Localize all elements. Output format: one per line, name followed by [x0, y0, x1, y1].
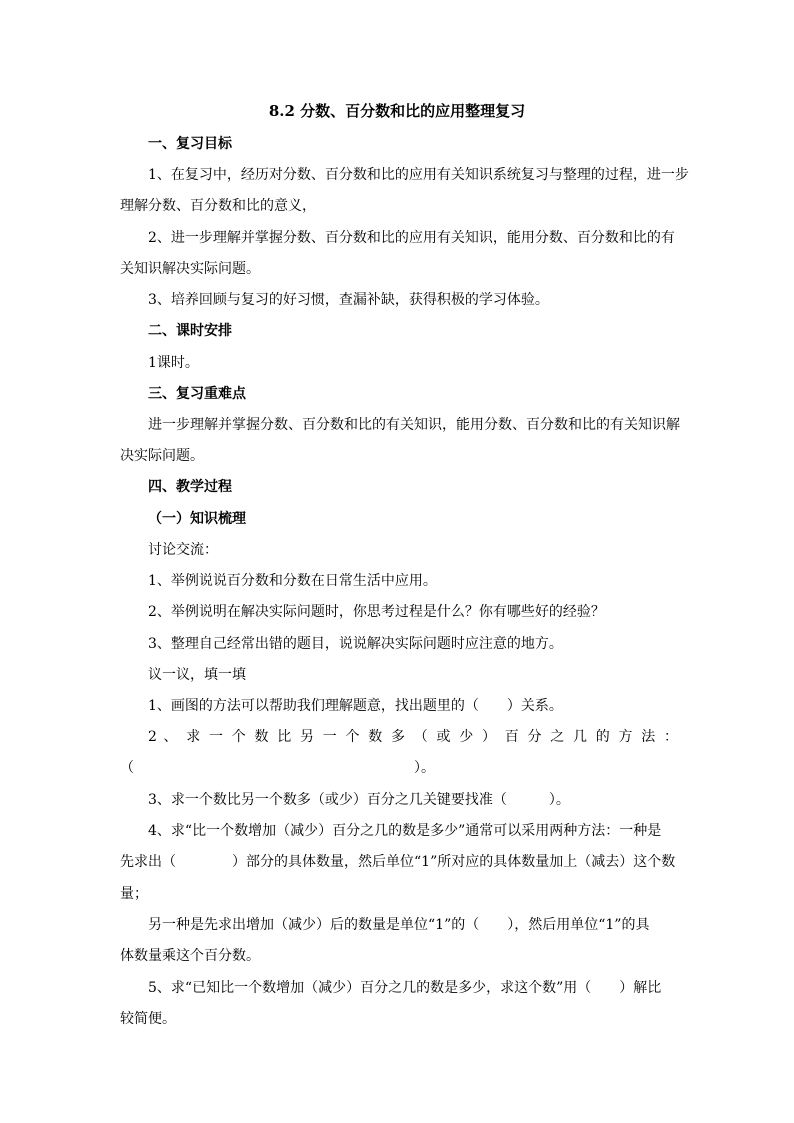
- fill-item-2-line-2: （ ）。: [120, 760, 435, 776]
- goal-1-line-2: 理解分数、百分数和比的意义，: [120, 198, 316, 214]
- schedule-text: 1课时。: [148, 355, 199, 371]
- goal-3: 3、培养回顾与复习的好习惯，查漏补缺，获得积极的学习体验。: [148, 292, 549, 308]
- goal-1-line-1: 1、在复习中，经历对分数、百分数和比的应用有关知识系统复习与整理的过程，进一步: [148, 167, 689, 183]
- fill-item-4-line-5: 体数量乘这个百分数。: [120, 948, 260, 964]
- goal-2-line-1: 2、进一步理解并掌握分数、百分数和比的应用有关知识，能用分数、百分数和比的有: [148, 230, 675, 246]
- discussion-item-2: 2、举例说明在解决实际问题时，你思考过程是什么？你有哪些好的经验？: [148, 604, 605, 620]
- section-heading-schedule: 二、课时安排: [148, 323, 232, 339]
- fill-in-label: 议一议，填一填: [148, 667, 246, 683]
- fill-item-5-line-2: 较简便。: [120, 1011, 176, 1027]
- fill-item-4-line-3: 量；: [120, 886, 148, 902]
- goal-2-line-2: 关知识解决实际问题。: [120, 261, 260, 277]
- subheading-knowledge-review: （一）知识梳理: [148, 511, 246, 527]
- key-points-line-1: 进一步理解并掌握分数、百分数和比的有关知识，能用分数、百分数和比的有关知识解: [148, 417, 680, 433]
- fill-item-1: 1、画图的方法可以帮助我们理解题意，找出题里的（ ）关系。: [148, 698, 563, 714]
- section-heading-key-points: 三、复习重难点: [148, 386, 246, 402]
- section-heading-review-goals: 一、复习目标: [148, 136, 232, 152]
- fill-item-4-line-2: 先求出（ ）部分的具体数量，然后单位“1”所对应的具体数量加上（减去）这个数: [120, 854, 676, 870]
- key-points-line-2: 决实际问题。: [120, 448, 204, 464]
- fill-item-3: 3、求一个数比另一个数多（或少）百分之几关键要找准（ ）。: [148, 792, 570, 808]
- fill-item-2-line-1: 2 、 求 一 个 数 比 另 一 个 数 多 （ 或 少 ） 百 分 之 几 的 方 法 ：: [148, 729, 678, 745]
- discussion-item-3: 3、整理自己经常出错的题目，说说解决实际问题时应注意的地方。: [148, 636, 563, 652]
- discussion-label: 讨论交流：: [148, 542, 218, 558]
- section-heading-teaching-process: 四、教学过程: [148, 479, 232, 495]
- fill-item-4-line-1: 4、求“比一个数增加（减少）百分之几的数是多少”通常可以采用两种方法：一种是: [148, 823, 662, 839]
- document-title: 8.2 分数、百分数和比的应用整理复习: [268, 102, 526, 120]
- discussion-item-1: 1、举例说说百分数和分数在日常生活中应用。: [148, 573, 437, 589]
- fill-item-4-line-4: 另一种是先求出增加（减少）后的数量是单位“1”的（ ），然后用单位“1”的具: [148, 917, 650, 933]
- fill-item-5-line-1: 5、求“已知比一个数增加（减少）百分之几的数是多少，求这个数”用（ ）解比: [148, 980, 662, 996]
